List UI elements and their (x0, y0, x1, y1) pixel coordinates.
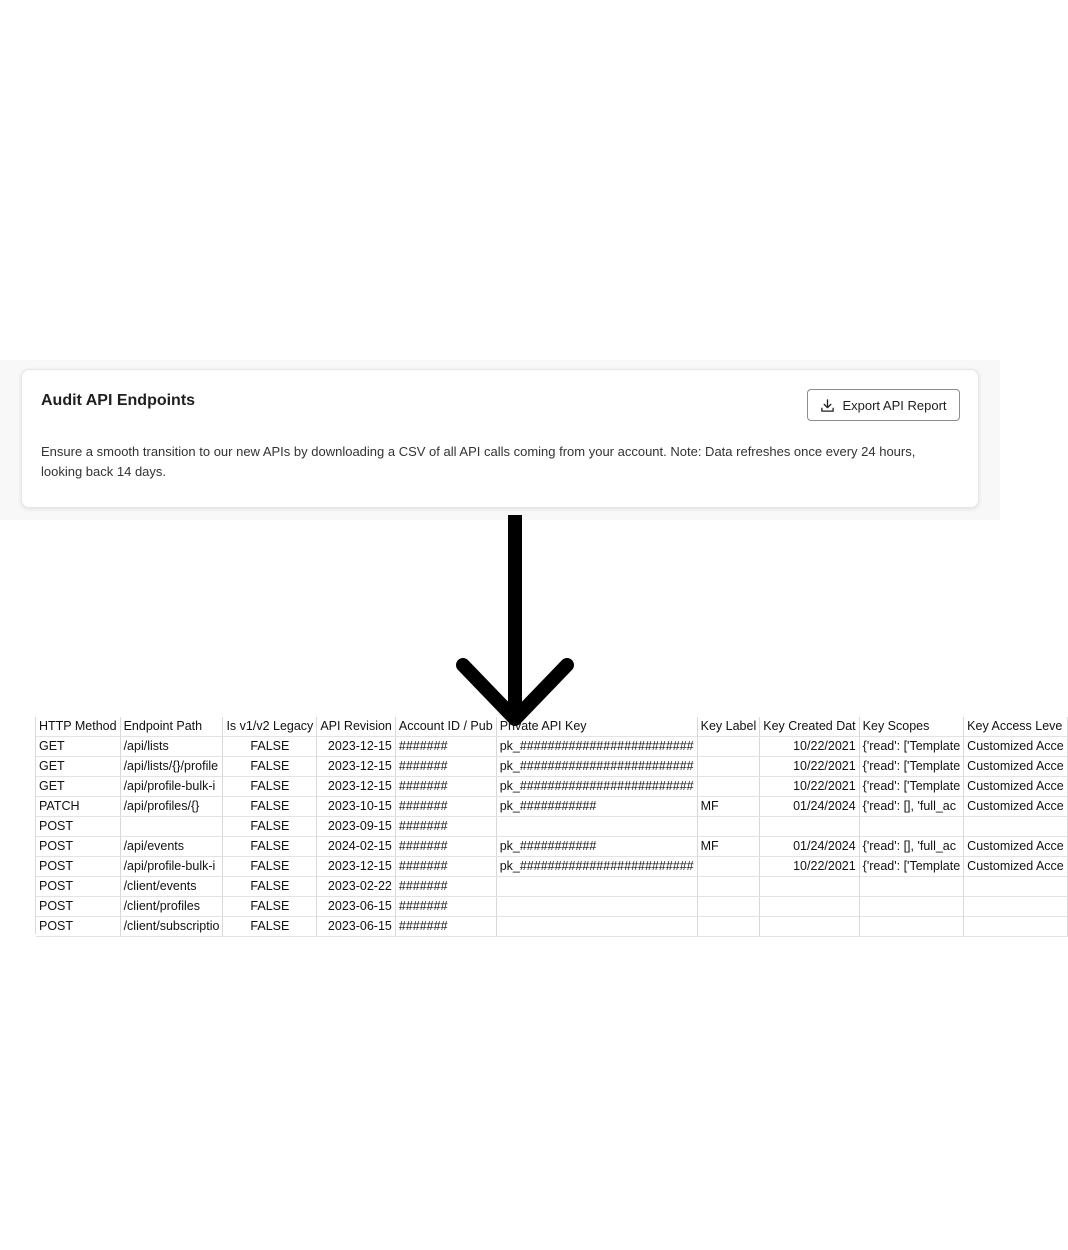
table-cell[interactable]: /api/profile-bulk-i (120, 857, 223, 877)
column-header[interactable]: API Revision (317, 717, 396, 737)
table-cell[interactable]: ####### (395, 817, 496, 837)
table-cell[interactable]: FALSE (223, 817, 317, 837)
table-cell[interactable]: 2023-12-15 (317, 737, 396, 757)
table-cell[interactable]: FALSE (223, 777, 317, 797)
table-cell[interactable]: 2023-02-22 (317, 877, 396, 897)
table-cell[interactable]: ####### (395, 837, 496, 857)
table-cell[interactable] (496, 817, 697, 837)
table-cell[interactable] (496, 917, 697, 937)
table-row (36, 757, 1067, 777)
table-row (36, 917, 1067, 937)
table-cell[interactable]: /client/profiles (120, 897, 223, 917)
table-cell[interactable]: 10/22/2021 (760, 757, 859, 777)
table-cell[interactable]: FALSE (223, 797, 317, 817)
table-cell[interactable]: {'read': ['Template (859, 737, 964, 757)
table-cell[interactable]: MF (697, 797, 760, 817)
table-row (36, 897, 1067, 917)
column-header[interactable]: Account ID / Pub (395, 717, 496, 737)
table-cell[interactable] (697, 857, 760, 877)
column-header[interactable]: Key Created Dat (760, 717, 859, 737)
table-cell[interactable]: 2023-12-15 (317, 857, 396, 877)
table-cell[interactable]: ####### (395, 797, 496, 817)
table-cell[interactable]: 2023-06-15 (317, 917, 396, 937)
table-cell[interactable]: Customized Acce (964, 737, 1068, 757)
table-cell[interactable]: /api/events (120, 837, 223, 857)
table-cell[interactable] (697, 777, 760, 797)
table-cell[interactable]: pk_######################### (496, 757, 697, 777)
table-cell[interactable]: {'read': [], 'full_ac (859, 797, 964, 817)
table-row (36, 837, 1067, 857)
table-cell[interactable]: pk_######################### (496, 777, 697, 797)
table-cell[interactable]: pk_######################### (496, 857, 697, 877)
table-cell[interactable]: FALSE (223, 857, 317, 877)
table-cell[interactable]: /api/profiles/{} (120, 797, 223, 817)
table-cell[interactable]: /api/lists/{}/profile (120, 757, 223, 777)
table-cell[interactable]: FALSE (223, 877, 317, 897)
table-cell[interactable]: ####### (395, 897, 496, 917)
table-row (36, 737, 1067, 757)
header-row (36, 717, 1067, 737)
table-cell[interactable]: Customized Acce (964, 777, 1068, 797)
table-row (36, 857, 1067, 877)
table-cell[interactable] (964, 817, 1068, 837)
table-cell[interactable]: FALSE (223, 897, 317, 917)
table-row (36, 817, 1067, 837)
arrow-down-icon (455, 515, 575, 725)
table-cell[interactable]: Customized Acce (964, 757, 1068, 777)
table-cell[interactable] (964, 917, 1068, 937)
table-cell[interactable]: ####### (395, 737, 496, 757)
table-cell[interactable]: 2023-10-15 (317, 797, 396, 817)
table-row (36, 777, 1067, 797)
table-cell[interactable]: {'read': ['Template (859, 757, 964, 777)
table-cell[interactable]: POST (36, 897, 120, 917)
table-row (36, 797, 1067, 817)
table-cell[interactable]: FALSE (223, 737, 317, 757)
table-cell[interactable]: ####### (395, 777, 496, 797)
table-cell[interactable] (760, 877, 859, 897)
table-cell[interactable]: pk_######################### (496, 737, 697, 757)
table-cell[interactable]: {'read': ['Template (859, 777, 964, 797)
column-header[interactable]: Private API Key (496, 717, 697, 737)
table-cell[interactable]: POST (36, 857, 120, 877)
table-cell[interactable]: {'read': [], 'full_ac (859, 837, 964, 857)
export-button-label: Export API Report (842, 397, 947, 413)
table-cell[interactable]: GET (36, 777, 120, 797)
table-cell[interactable]: pk_########### (496, 797, 697, 817)
table-cell[interactable] (697, 737, 760, 757)
table-cell[interactable]: {'read': ['Template (859, 857, 964, 877)
table-cell[interactable]: 10/22/2021 (760, 737, 859, 757)
table-cell[interactable]: Customized Acce (964, 797, 1068, 817)
table-cell[interactable] (697, 757, 760, 777)
table-cell[interactable]: FALSE (223, 757, 317, 777)
column-header[interactable]: Is v1/v2 Legacy (223, 717, 317, 737)
table-cell[interactable] (697, 877, 760, 897)
table-cell[interactable]: MF (697, 837, 760, 857)
table-cell[interactable]: 2023-06-15 (317, 897, 396, 917)
table-cell[interactable]: ####### (395, 917, 496, 937)
table-cell[interactable]: 2024-02-15 (317, 837, 396, 857)
table-cell[interactable]: 10/22/2021 (760, 857, 859, 877)
csv-table (36, 717, 1068, 937)
column-header[interactable]: Key Label (697, 717, 760, 737)
download-icon (820, 398, 835, 413)
table-cell[interactable] (496, 877, 697, 897)
card-description: Ensure a smooth transition to our new APIs by downloading a CSV of all API calls coming from your account. Note: Data refreshes once every 24 hours, looking back 14 days. (41, 444, 916, 479)
column-header[interactable]: HTTP Method (36, 717, 120, 737)
table-cell[interactable]: ####### (395, 877, 496, 897)
table-cell[interactable]: 01/24/2024 (760, 837, 859, 857)
table-cell[interactable] (120, 817, 223, 837)
table-cell[interactable]: 2023-12-15 (317, 757, 396, 777)
table-cell[interactable]: 10/22/2021 (760, 777, 859, 797)
table-cell[interactable]: FALSE (223, 837, 317, 857)
card-title: Audit API Endpoints (41, 392, 196, 409)
table-cell[interactable] (859, 917, 964, 937)
table-cell[interactable] (760, 817, 859, 837)
table-cell[interactable] (697, 917, 760, 937)
table-cell[interactable]: /api/profile-bulk-i (120, 777, 223, 797)
table-cell[interactable]: /client/subscriptio (120, 917, 223, 937)
table-cell[interactable]: Customized Acce (964, 837, 1068, 857)
table-cell[interactable]: pk_########### (496, 837, 697, 857)
table-cell[interactable] (859, 877, 964, 897)
table-cell[interactable]: POST (36, 877, 120, 897)
table-cell[interactable]: 01/24/2024 (760, 797, 859, 817)
table-cell[interactable] (697, 817, 760, 837)
table-cell[interactable]: POST (36, 837, 120, 857)
table-cell[interactable]: /client/events (120, 877, 223, 897)
table-cell[interactable] (964, 877, 1068, 897)
table-cell[interactable] (760, 917, 859, 937)
column-header[interactable]: Key Scopes (859, 717, 964, 737)
table-cell[interactable]: ####### (395, 857, 496, 877)
table-cell[interactable] (964, 897, 1068, 917)
export-api-report-button[interactable] (807, 389, 960, 421)
audit-api-card (21, 369, 979, 508)
table-cell[interactable]: ####### (395, 757, 496, 777)
table-cell[interactable] (697, 897, 760, 917)
column-header[interactable]: Key Access Leve (964, 717, 1068, 737)
table-row (36, 877, 1067, 897)
table-cell[interactable] (760, 897, 859, 917)
table-cell[interactable]: GET (36, 737, 120, 757)
table-cell[interactable]: 2023-12-15 (317, 777, 396, 797)
table-cell[interactable]: Customized Acce (964, 857, 1068, 877)
table-cell[interactable]: GET (36, 757, 120, 777)
table-cell[interactable]: 2023-09-15 (317, 817, 396, 837)
table-cell[interactable] (496, 897, 697, 917)
column-header[interactable]: Endpoint Path (120, 717, 223, 737)
table-cell[interactable]: /api/lists (120, 737, 223, 757)
table-cell[interactable]: PATCH (36, 797, 120, 817)
table-cell[interactable]: POST (36, 817, 120, 837)
table-cell[interactable]: FALSE (223, 917, 317, 937)
table-cell[interactable] (859, 897, 964, 917)
table-cell[interactable]: POST (36, 917, 120, 937)
csv-spreadsheet (35, 717, 1064, 934)
table-cell[interactable] (859, 817, 964, 837)
